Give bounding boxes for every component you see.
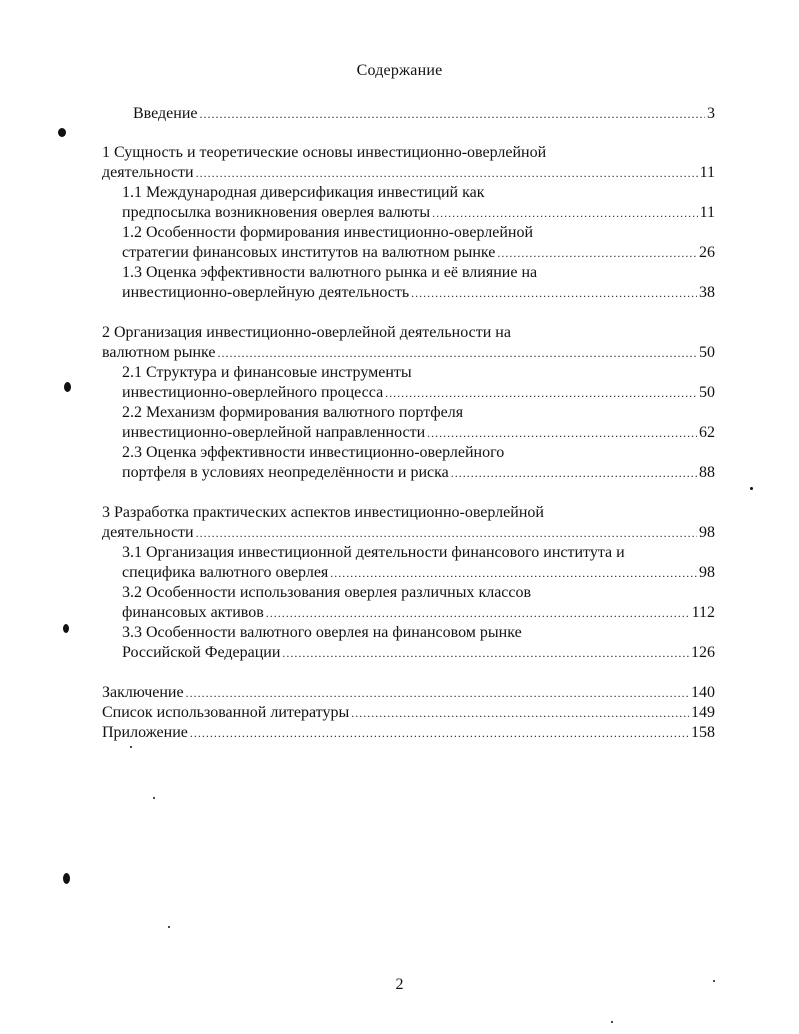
toc-entry-text: инвестиционно-оверлейную деятельность xyxy=(122,284,410,301)
toc-entry-text: деятельности xyxy=(102,164,194,181)
toc-section-3-3-heading: 3.3 Особенности валютного оверлея на финансовом рынке xyxy=(122,624,522,641)
toc-entry-chapter-2 xyxy=(102,343,715,363)
dot-leader xyxy=(190,723,689,743)
toc-entry-text: портфеля в условиях неопределённости и риска xyxy=(122,464,449,481)
toc-page-number: 3 xyxy=(707,105,715,122)
toc-section-2-3-heading: 2.3 Оценка эффективности инвестиционно-оверлейного xyxy=(122,444,505,461)
toc-page-number: 11 xyxy=(699,164,715,181)
toc-page-number: 50 xyxy=(699,344,715,361)
dot-leader xyxy=(266,603,690,623)
toc-entry-section-1-1 xyxy=(122,203,715,223)
toc-entry-text: Российской Федерации xyxy=(122,644,281,661)
page-title: Содержание xyxy=(356,62,443,79)
dot-leader xyxy=(217,343,697,363)
toc-entry-section-3-3 xyxy=(122,643,715,663)
dot-leader xyxy=(497,243,697,263)
toc-entry-section-1-2 xyxy=(122,243,715,263)
scan-speck xyxy=(611,1021,613,1023)
toc-page-number: 38 xyxy=(699,284,715,301)
toc-entry-introduction xyxy=(133,104,715,124)
toc-page-number: 158 xyxy=(691,724,715,741)
toc-entry-text: инвестиционно-оверлейного процесса xyxy=(122,384,384,401)
toc-entry-text: финансовых активов xyxy=(122,604,264,621)
toc-section-3-2-heading: 3.2 Особенности использования оверлея различных классов xyxy=(122,584,532,601)
toc-entry-section-2-3 xyxy=(122,463,715,483)
toc-entry-text: инвестиционно-оверлейной направленности xyxy=(122,424,426,441)
toc-entry-chapter-1 xyxy=(102,163,715,183)
scan-speck xyxy=(713,980,715,982)
toc-page-number: 149 xyxy=(691,704,715,721)
dot-leader xyxy=(282,643,689,663)
toc-section-3-1-heading: 3.1 Организация инвестиционной деятельности финансового института и xyxy=(122,544,625,561)
toc-page-number: 88 xyxy=(699,464,715,481)
toc-entry-text: специфика валютного оверлея xyxy=(122,564,329,581)
dot-leader xyxy=(330,563,697,583)
scan-speck xyxy=(63,624,69,633)
dot-leader xyxy=(351,703,689,723)
dot-leader xyxy=(385,383,697,403)
toc-page-number: 50 xyxy=(699,384,715,401)
toc-entry-section-1-3 xyxy=(122,283,715,303)
scan-speck xyxy=(63,873,70,884)
toc-entry-text: Заключение xyxy=(102,684,184,701)
toc-entry-conclusion xyxy=(102,683,715,703)
toc-entry-references xyxy=(102,703,715,723)
toc-section-2-2-heading: 2.2 Механизм формирования валютного портфеля xyxy=(122,404,464,421)
toc-page-number: 98 xyxy=(699,564,715,581)
toc-entry-text: деятельности xyxy=(102,524,194,541)
toc-entry-section-3-2 xyxy=(122,603,715,623)
toc-chapter-3-heading: 3 Разработка практических аспектов инвестиционно-оверлейной xyxy=(102,504,544,521)
toc-page-number: 98 xyxy=(699,524,715,541)
toc-section-1-3-heading: 1.3 Оценка эффективности валютного рынка и её влияние на xyxy=(122,264,538,281)
toc-entry-text: Список использованной литературы xyxy=(102,704,350,721)
toc-page-number: 62 xyxy=(699,424,715,441)
toc-section-1-1-heading: 1.1 Международная диверсификация инвестиций как xyxy=(122,184,485,201)
dot-leader xyxy=(411,283,697,303)
toc-entry-text: стратегии финансовых институтов на валютном рынке xyxy=(122,244,496,261)
dot-leader xyxy=(451,463,697,483)
toc-entry-text: валютном рынке xyxy=(102,344,216,361)
toc-chapter-1-heading: 1 Сущность и теоретические основы инвестиционно-оверлейной xyxy=(102,144,547,161)
scan-speck xyxy=(130,746,132,748)
toc-page-number: 126 xyxy=(691,644,715,661)
dot-leader xyxy=(196,163,698,183)
toc-page-number: 140 xyxy=(691,684,715,701)
toc-entry-text: предпосылка возникновения оверлея валюты xyxy=(122,204,431,221)
toc-entry-appendix xyxy=(102,723,715,743)
toc-entry-section-2-1 xyxy=(122,383,715,403)
toc-entry-text: Приложение xyxy=(102,724,188,741)
scan-speck xyxy=(168,926,170,928)
dot-leader xyxy=(432,203,697,223)
toc-entry-text: Введение xyxy=(133,105,198,122)
toc-page-number: 26 xyxy=(699,244,715,261)
toc-entry-section-2-2 xyxy=(122,423,715,443)
scan-speck xyxy=(58,128,66,137)
toc-page-number: 11 xyxy=(699,204,715,221)
toc-section-1-2-heading: 1.2 Особенности формирования инвестиционно-оверлейной xyxy=(122,224,534,241)
toc-chapter-2-heading: 2 Организация инвестиционно-оверлейной деятельности на xyxy=(102,324,511,341)
dot-leader xyxy=(200,104,706,124)
dot-leader xyxy=(196,523,697,543)
scan-speck xyxy=(750,487,753,490)
toc-page-number: 112 xyxy=(691,604,715,621)
scan-speck xyxy=(64,382,71,392)
page-number: 2 xyxy=(395,976,404,993)
dot-leader xyxy=(186,683,689,703)
dot-leader xyxy=(427,423,697,443)
toc-entry-chapter-3 xyxy=(102,523,715,543)
toc-section-2-1-heading: 2.1 Структура и финансовые инструменты xyxy=(122,364,412,381)
toc-entry-section-3-1 xyxy=(122,563,715,583)
scan-speck xyxy=(153,797,155,799)
